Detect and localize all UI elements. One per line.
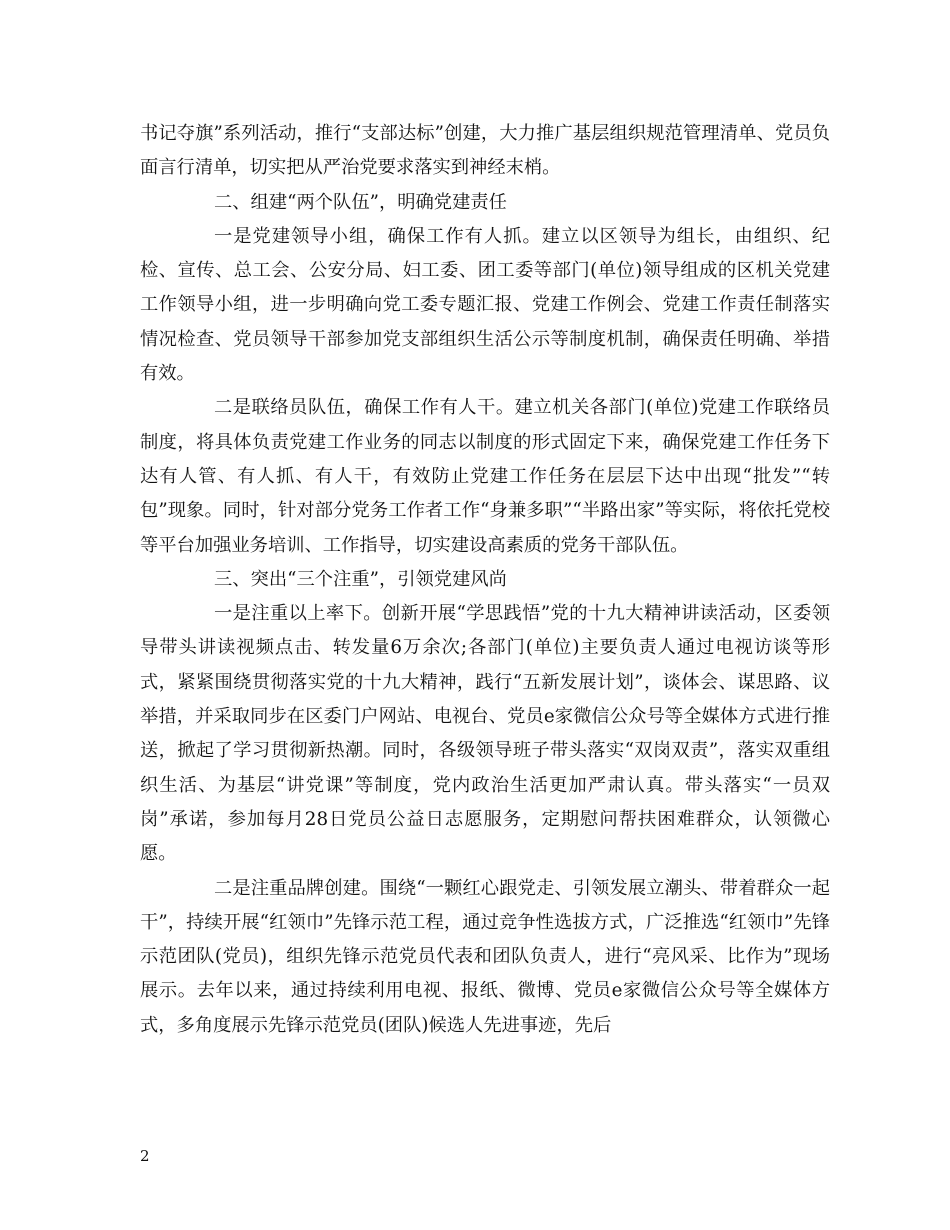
page-number: 2 (140, 1147, 150, 1165)
section-heading-two-teams: 二、组建“两个队伍”，明确党建责任 (214, 191, 507, 213)
paragraph-lead-by-example: 一是注重以上率下。创新开展“学思践悟”党的十九大精神讲读活动，区委领导带头讲读视频点击、转发量6万余次;各部门(单位)主要负责人通过电视访谈等形式，紧紧围绕贯彻落实党的十九大精神，践行“五新发展计划”，谈体会、谋思路、议举措，并采取同步在区委门户网站、电视台、党员e家微信公众号等全媒体方式进行推送，掀起了学习贯彻新热潮。同时，各级领导班子带头落实“双岗双责”，落实双重组织生活、为基层“讲党课”等制度，党内政治生活更加严肃认真。带头落实“一员双岗”承诺，参加每月28日党员公益日志愿服务，定期慰问帮扶困难群众，认领微心愿。 (140, 603, 830, 865)
body-text (140, 117, 830, 1043)
paragraph-liaison-team: 二是联络员队伍，确保工作有人干。建立机关各部门(单位)党建工作联络员制度，将具体负责党建工作业务的同志以制度的形式固定下来，确保党建工作任务下达有人管、有人抓、有人干，有效防止党建工作任务在层层下达中出现“批发”“转包”现象。同时，针对部分党务工作者工作“身兼多职”“半路出家”等实际，将依托党校等平台加强业务培训、工作指导，切实建设高素质的党务干部队伍。 (140, 397, 830, 556)
paragraph-brand-building: 二是注重品牌创建。围绕“一颗红心跟党走、引领发展立潮头、带着群众一起干”，持续开展“红领巾”先锋示范工程，通过竞争性选拔方式，广泛推选“红领巾”先锋示范团队(党员)，组织先锋示范党员代表和团队负责人，进行“亮风采、比作为”现场展示。去年以来，通过持续利用电视、报纸、微博、党员e家微信公众号等全媒体方式，多角度展示先锋示范党员(团队)候选人先进事迹，先后 (140, 877, 830, 1036)
section-heading-three-emphases: 三、突出“三个注重”，引领党建风尚 (214, 568, 507, 590)
paragraph-continued: 书记夺旗”系列活动，推行“支部达标”创建，大力推广基层组织规范管理清单、党员负面言行清单，切实把从严治党要求落实到神经末梢。 (140, 123, 830, 179)
paragraph-leadership-group: 一是党建领导小组，确保工作有人抓。建立以区领导为组长，由组织、纪检、宣传、总工会、公安分局、妇工委、团工委等部门(单位)领导组成的区机关党建工作领导小组，进一步明确向党工委专题汇报、党建工作例会、党建工作责任制落实情况检查、党员领导干部参加党支部组织生活公示等制度机制，确保责任明确、举措有效。 (140, 225, 830, 385)
